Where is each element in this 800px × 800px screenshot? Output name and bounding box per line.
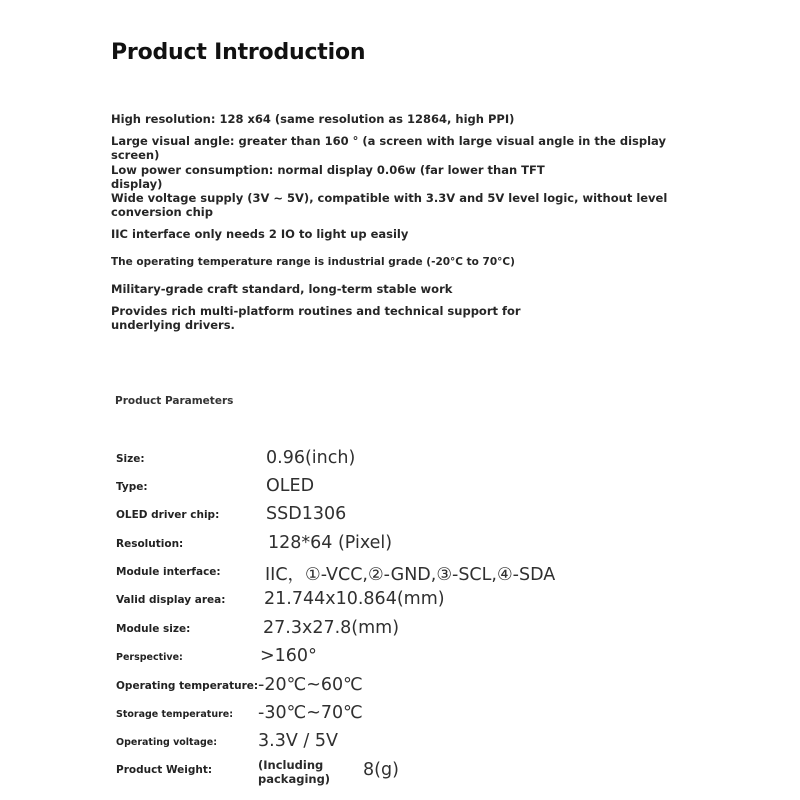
param-value: 27.3x27.8(mm)	[263, 618, 400, 638]
param-value: OLED	[266, 476, 315, 496]
param-value: 3.3V / 5V	[258, 731, 338, 751]
param-label: Operating voltage:	[116, 737, 218, 748]
param-value: SSD1306	[266, 504, 347, 524]
param-value: 8(g)	[363, 760, 399, 780]
param-value: IIC，①-VCC,②-GND,③-SCL,④-SDA	[265, 565, 556, 585]
param-label: Resolution:	[116, 538, 184, 550]
feature-item: Provides rich multi-platform routines and technical support for underlying drivers.	[111, 304, 521, 332]
param-label: Type:	[116, 481, 148, 493]
param-value: -30℃~70℃	[258, 703, 363, 723]
feature-item: Wide voltage supply (3V ~ 5V), compatible with 3.3V and 5V level logic, without level conversion chip	[111, 191, 668, 219]
param-label: OLED driver chip:	[116, 509, 220, 521]
param-value: 0.96(inch)	[266, 448, 356, 468]
param-value: 128*64 (Pixel)	[268, 533, 393, 553]
param-label: Storage temperature:	[116, 709, 234, 720]
param-label: Perspective:	[116, 652, 183, 663]
feature-item: High resolution: 128 x64 (same resolution as 12864, high PPI)	[111, 112, 515, 126]
param-note: (Including packaging)	[258, 758, 331, 786]
feature-item: The operating temperature range is industrial grade (-20°C to 70°C)	[111, 256, 515, 268]
param-label: Operating temperature:	[116, 680, 259, 692]
feature-item: Large visual angle: greater than 160 ° (a screen with large visual angle in the display screen)	[111, 134, 666, 162]
param-label: Size:	[116, 453, 145, 465]
param-label: Valid display area:	[116, 594, 226, 606]
feature-item: Low power consumption: normal display 0.06w (far lower than TFT display)	[111, 163, 545, 191]
param-label: Module size:	[116, 623, 191, 635]
feature-item: IIC interface only needs 2 IO to light up easily	[111, 227, 409, 241]
param-value: -20℃~60℃	[258, 675, 363, 695]
param-value: >160°	[260, 646, 317, 666]
feature-item: Military-grade craft standard, long-term stable work	[111, 282, 453, 296]
param-value: 21.744x10.864(mm)	[264, 589, 445, 609]
page-title: Product Introduction	[111, 40, 366, 65]
param-label: Product Weight:	[116, 764, 213, 776]
param-label: Module interface:	[116, 566, 221, 578]
parameters-section-title: Product Parameters	[115, 395, 234, 407]
